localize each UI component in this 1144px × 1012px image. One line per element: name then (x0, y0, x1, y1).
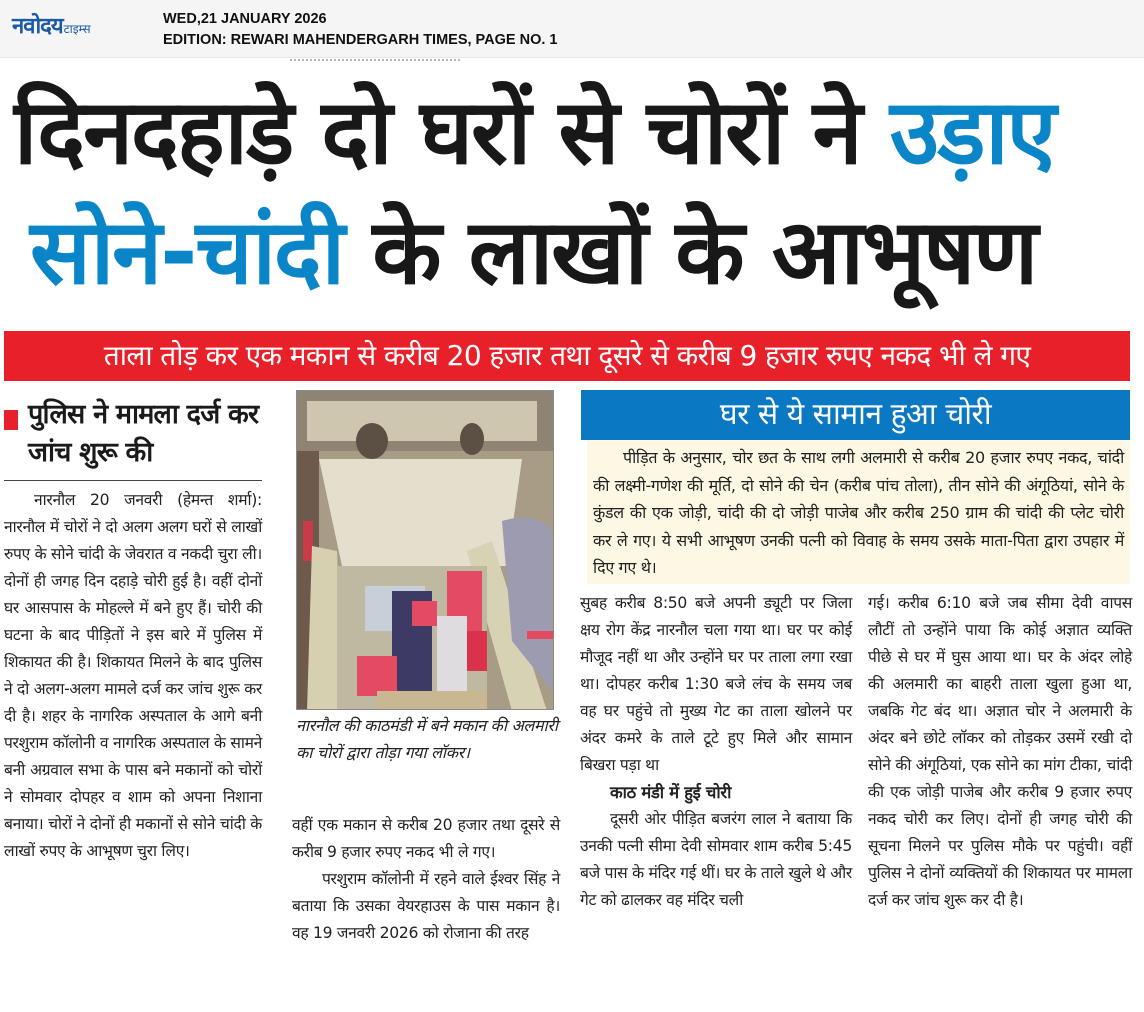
left-column-subhead (4, 396, 262, 472)
photo-illustration-icon (297, 391, 554, 710)
publication-date: WED,21 JANUARY 2026 (163, 11, 327, 27)
middle-paragraph-2: परशुराम कॉलोनी में रहने वाले ईश्वर सिंह ने बताया कि उसका वेयरहाउस के पास मकान है। वह 19 जनवरी 2026 को रोजाना की तरह (292, 870, 560, 942)
logo-sub-text: टाइम्स (63, 22, 91, 36)
left-column (4, 396, 262, 865)
right-column-1 (580, 590, 852, 914)
headline-line2-black: के लाखों के आभूषण (343, 200, 1037, 305)
edition-meta (163, 9, 557, 51)
headline-line2-blue: सोने-चांदी (30, 200, 344, 305)
headline-line-2 (30, 198, 1144, 308)
photo-caption: नारनौल की काठमंडी में बने मकान की अलमारी का चोरों द्वारा तोड़ा गया लॉकर। (296, 716, 558, 762)
left-subhead-text: पुलिस ने मामला दर्ज कर जांच शुरू की (28, 399, 259, 468)
edition-info: EDITION: REWARI MAHENDERGARH TIMES, PAGE NO. 1 (163, 32, 558, 48)
subheadline-banner: ताला तोड़ कर एक मकान से करीब 20 हजार तथा दूसरे से करीब 9 हजार रुपए नकद भी ले गए (4, 331, 1130, 381)
inline-subhead-kath-mandi: काठ मंडी में हुई चोरी (610, 783, 732, 802)
news-photo-broken-locker[interactable] (296, 390, 554, 710)
middle-paragraph-1: वहीं एक मकान से करीब 20 हजार तथा दूसरे से करीब 9 हजार रुपए नकद भी ले गए। (292, 816, 560, 861)
right2-paragraph-1: गई। करीब 6:10 बजे जब सीमा देवी वापस लौटीं तो उन्होंने पाया कि कोई अज्ञात व्यक्ति पीछे से घर में घुस आया था। घर के अंदर लोहे की अलमारी का बाहरी ताला खुला हुआ था, जबकि गेट बंद था। अज्ञात चोर ने अलमारी के अंदर बने छोटे लॉकर को तोड़कर उसमें रखी दो सोने की अंगूठियां, एक सोने का मांग टीका, चांदी की एक जोड़ी पाजेब और करीब 9 हजार रुपए नकद चोरी कर लिए। दोनों ही जगह चोरी की सूचना मिलने पर पुलिस मौके पर पहुंची। वहीं पुलिस ने दोनों व्यक्तियों की शिकायत पर मामला दर्ज कर जांच शुरू कर दी है। (868, 594, 1132, 909)
cropped-text-remnant (290, 58, 470, 64)
headline-line1-black: दिनदहाड़े दो घरों से चोरों ने (14, 80, 890, 185)
info-box-title: घर से ये सामान हुआ चोरी (581, 390, 1130, 440)
info-box-body (587, 440, 1130, 584)
headline-line-1 (14, 78, 1144, 188)
newspaper-logo[interactable] (12, 10, 91, 40)
red-square-bullet-icon (4, 410, 18, 430)
newspaper-header-bar (0, 0, 1144, 58)
info-box-text: पीड़ित के अनुसार, चोर छत के साथ लगी अलमारी से करीब 20 हजार रुपए नकद, चांदी की लक्ष्मी-गणेश की मूर्ति, दो सोने की चेन (करीब पांच तोला), तीन सोने की अंगूठियां, सोने के कुंडल की एक जोड़ी, चांदी की दो जोड़ी पाजेब और करीब 250 ग्राम की चांदी की प्लेट चोरी कर ले गए। ये सभी आभूषण उनकी पत्नी को विवाह के समय उसके माता-पिता द्वारा उपहार में दिए गए थे। (593, 448, 1124, 577)
middle-column (292, 812, 560, 947)
dateline-paragraph: नारनौल 20 जनवरी (हेमन्त शर्मा): नारनौल में चोरों ने दो अलग अलग घरों से लाखों रुपए के सोने चांदी के जेवरात व नकदी चुरा ली। दोनों ही जगह दिन दहाड़े चोरी हुई है। वहीं दोनों घर आसपास के मोहल्ले में बने हुए हैं। चोरी की घटना के बाद पीड़ितों ने इस बारे में पुलिस में शिकायत की है। शिकायत मिलने के बाद पुलिस ने दो अलग-अलग मामले दर्ज कर जांच शुरू कर दी है। शहर के नागरिक अस्पताल के आगे बनी परशुराम कॉलोनी व नागरिक अस्पताल के सामने बनी अग्रवाल सभा के पास बने मकानों को चोरों ने सोमवार दोपहर व शाम को अपना निशाना बनाया। चोरों ने दोनों ही मकानों से सोने चांदी के लाखों रुपए के आभूषण चुरा लिए। (4, 491, 262, 860)
right1-paragraph-1: सुबह करीब 8:50 बजे अपनी ड्यूटी पर जिला क्षय रोग केंद्र नारनौल चला गया था। घर पर कोई मौजूद नहीं था और उन्होंने घर पर ताला लगा रखा था। दोपहर करीब 1:30 बजे लंच के समय जब वह घर पहुंचे तो मुख्य गेट का ताला खोलने पर अंदर कमरे के ताले टूटे हुए मिले और सामान बिखरा पड़ा था (580, 594, 852, 774)
logo-main-text: नवोदय (12, 14, 63, 39)
right1-paragraph-2: दूसरी ओर पीड़ित बजरंग लाल ने बताया कि उनकी पत्नी सीमा देवी सोमवार शाम करीब 5:45 बजे पास के मंदिर गई थीं। घर के ताले खुले थे और गेट को ढालकर वह मंदिर चली (580, 810, 852, 909)
divider-line (4, 480, 262, 481)
right-column-2 (868, 590, 1132, 914)
headline-line1-blue: उड़ाए (889, 80, 1055, 185)
